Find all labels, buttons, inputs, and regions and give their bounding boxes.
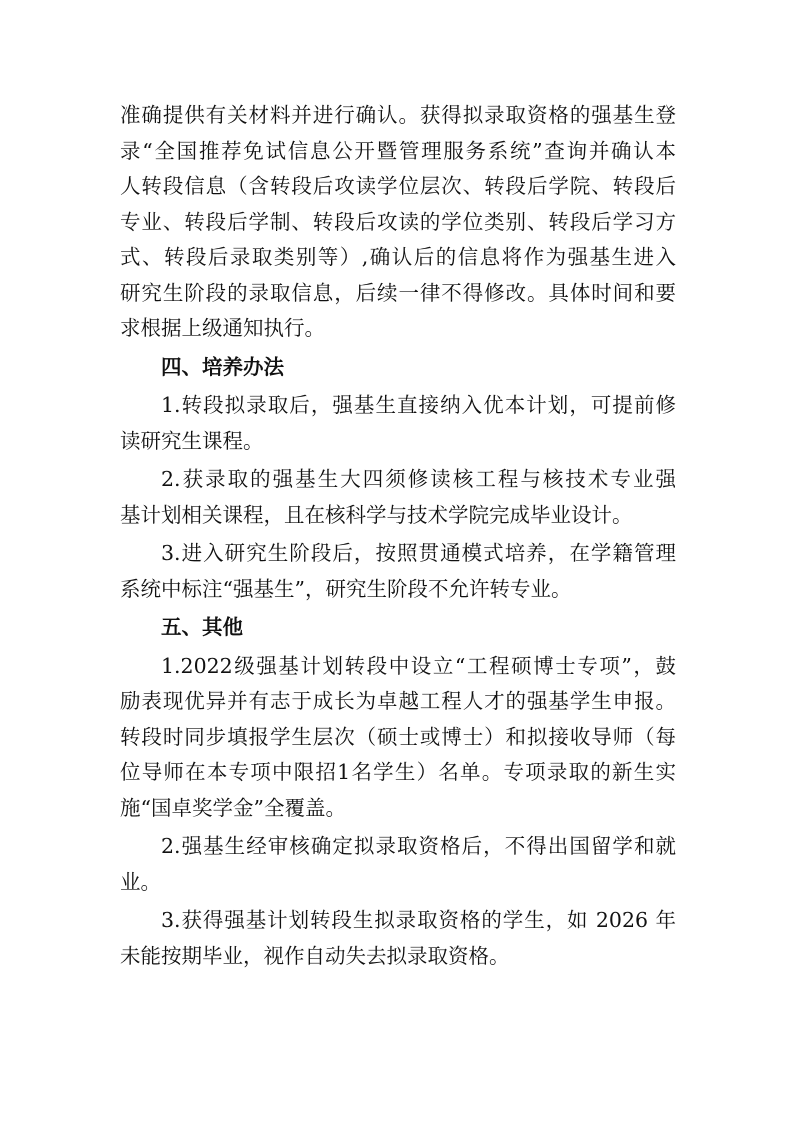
paragraph [120, 388, 676, 459]
text-line: 基计划相关课程，且在核科学与技术学院完成毕业设计。 [120, 502, 633, 527]
section-heading [120, 610, 676, 646]
text-line: 1.转段拟录取后，强基生直接纳入优本计划，可提前修 [161, 393, 676, 417]
text-line: 读研究生课程。 [120, 428, 264, 453]
text-line: 2.获录取的强基生大四须修读核工程与核技术专业强 [161, 467, 676, 491]
text-line: 3.获得强基计划转段生拟录取资格的学生，如 2026 年 [161, 908, 676, 932]
text-line: 位导师在本专项中限招1名学生）名单。专项录取的新生实 [120, 760, 676, 784]
document-body [120, 98, 676, 974]
text-line: 系统中标注“强基生”，研究生阶段不允许转专业。 [120, 576, 572, 601]
paragraph [120, 98, 676, 347]
heading-text: 四、培养办法 [161, 354, 284, 379]
paragraph [120, 829, 676, 900]
section-heading [120, 350, 676, 386]
paragraph [120, 536, 676, 607]
text-line: 业。 [120, 869, 161, 894]
text-line: 3.进入研究生阶段后，按照贯通模式培养，在学籍管理 [161, 541, 676, 565]
heading-text: 五、其他 [161, 615, 243, 639]
paragraph [120, 903, 676, 974]
text-line: 求根据上级通知执行。 [120, 316, 325, 340]
text-line: 1.2022级强基计划转段中设立“工程硕博士专项”，鼓 [161, 653, 676, 678]
text-line: 转段时同步填报学生层次（硕士或博士）和拟接收导师（每 [120, 724, 676, 749]
text-line: 研究生阶段的录取信息，后续一律不得修改。具体时间和要 [120, 280, 676, 305]
text-line: 录“全国推荐免试信息公开暨管理服务系统”查询并确认本 [120, 138, 676, 163]
text-line: 2.强基生经审核确定拟录取资格后，不得出国留学和就 [161, 834, 676, 858]
text-line: 专业、转段后学制、转段后攻读的学位类别、转段后学习方 [120, 209, 676, 234]
paragraph [120, 462, 676, 533]
text-line: 式、转段后录取类别等）,确认后的信息将作为强基生进入 [120, 245, 676, 269]
text-line: 准确提供有关材料并进行确认。获得拟录取资格的强基生登 [120, 103, 676, 127]
text-line: 励表现优异并有志于成长为卓越工程人才的强基学生申报。 [120, 689, 676, 713]
paragraph [120, 649, 676, 827]
text-line: 施“国卓奖学金”全覆盖。 [120, 795, 346, 820]
text-line: 人转段信息（含转段后攻读学位层次、转段后学院、转段后 [120, 174, 676, 198]
text-line: 未能按期毕业，视作自动失去拟录取资格。 [120, 943, 510, 968]
